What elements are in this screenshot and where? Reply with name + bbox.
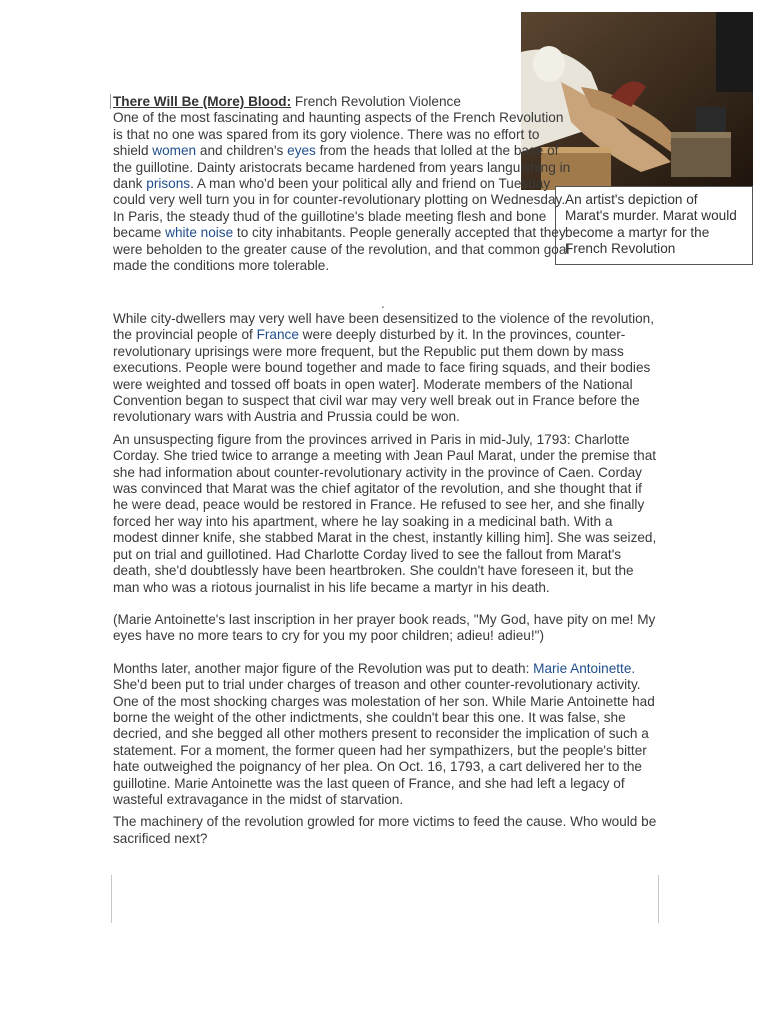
intro-text: One of the most fascinating and haunting aspects of the French Revolution is that no one was spared from its gory violence. There was no effort to shield	[113, 110, 564, 159]
paragraph-quote: (Marie Antoinette's last inscription in her prayer book reads, "My God, have pity on me! My eyes have no more tears to cry for you my poor children; adieu! adieu!")	[113, 611, 656, 644]
paragraph-text: Months later, another major figure of the Revolution was put to death:	[113, 660, 534, 676]
link-france[interactable]: France	[256, 327, 299, 343]
image-caption: An artist's depiction of Marat's murder. Marat would become a martyr for the French Revolution	[555, 186, 753, 265]
intro-paragraph	[113, 94, 573, 274]
frame-border-left	[111, 875, 112, 923]
text-cursor	[110, 94, 111, 109]
intro-text: . A man who'd been your political ally and friend on Tuesday could very well turn you in for counter-revolutionary plotting on Wednesday. In Paris, the steady thud of the guillotine's blade meeting flesh and bone became	[113, 176, 566, 241]
intro-text: and children's	[196, 143, 288, 159]
paragraph-text: She'd been put to trial under charges of treason and other counter-revolutionary activity. One of the most shocking charges was molestation of her son. While Marie Antoinette had borne the weight of the other indictments, she couldn't bear this one. It was false, she decried, and she begged all other mothers present to reconsider the implication of such a statement. For a moment, the former queen had her sympathizers, but the people's bitter hate outweighed the poignancy of her plea. On Oct. 16, 1793, a cart delivered her to the guillotine. Marie Antoinette was the last queen of France, and she had left a legacy of wasteful extravagance in the midst of starvation.	[113, 677, 655, 807]
link-marie-antoinette[interactable]: Marie Antoinette.	[533, 660, 636, 676]
intro-text: to city inhabitants. People generally accepted that they were beholden to the greater cause of the revolution, and that common goal made the conditions more tolerable.	[113, 225, 570, 274]
intro-text: from the heads that lolled at the base of the guillotine. Dainty aristocrats became hardened from years languishing in dank	[113, 143, 571, 192]
paragraph-text: While city-dwellers may very well have been desensitized to the violence of the revolution, the provincial people of	[113, 311, 654, 343]
article-body	[113, 311, 658, 847]
link-eyes[interactable]: eyes	[287, 143, 316, 159]
separator-dot: .	[381, 296, 385, 311]
link-women[interactable]: women	[152, 143, 197, 159]
paragraph-provinces	[113, 311, 658, 426]
article-subtitle: French Revolution Violence	[291, 94, 461, 109]
article-title: There Will Be (More) Blood:	[113, 94, 292, 109]
paragraph-text: were deeply disturbed by it. In the provinces, counter-revolutionary uprisings were more frequent, but the Republic put them down by mass executions. People were bound together and made to face firing squads, and their bodies were weighted and tossed off boats in open water]. Moderate members of the National Convention began to suspect that civil war may very well break out in France before the revolutionary wars with Austria and Prussia could be won.	[113, 327, 651, 425]
frame-border-right	[658, 875, 659, 923]
link-white-noise[interactable]: white noise	[165, 225, 234, 241]
paragraph-antoinette	[113, 661, 658, 809]
link-prisons[interactable]: prisons	[146, 176, 191, 192]
paragraph-closing: The machinery of the revolution growled for more victims to feed the cause. Who would be sacrificed next?	[113, 814, 657, 846]
paragraph-corday: An unsuspecting figure from the provinces arrived in Paris in mid-July, 1793: Charlotte Corday. She tried twice to arrange a meeting with Jean Paul Marat, under the premise that she had information about counter-revolutionary activity in the province of Caen. Corday was convinced that Marat was the chief agitator of the revolution, and she thought that if he were dead, peace would be restored in France. He refused to see her, and she finally forced her way into his apartment, where he lay soaking in a medicinal bath. With a modest dinner knife, she stabbed Marat in the chest, instantly killing him]. She was seized, put on trial and guillotined. Had Charlotte Corday lived to see the fallout from Marat's death, she'd doubtlessly have been heartbroken. She couldn't have foreseen it, but the man who was a riotous journalist in his life became a martyr in his death.	[113, 431, 657, 595]
